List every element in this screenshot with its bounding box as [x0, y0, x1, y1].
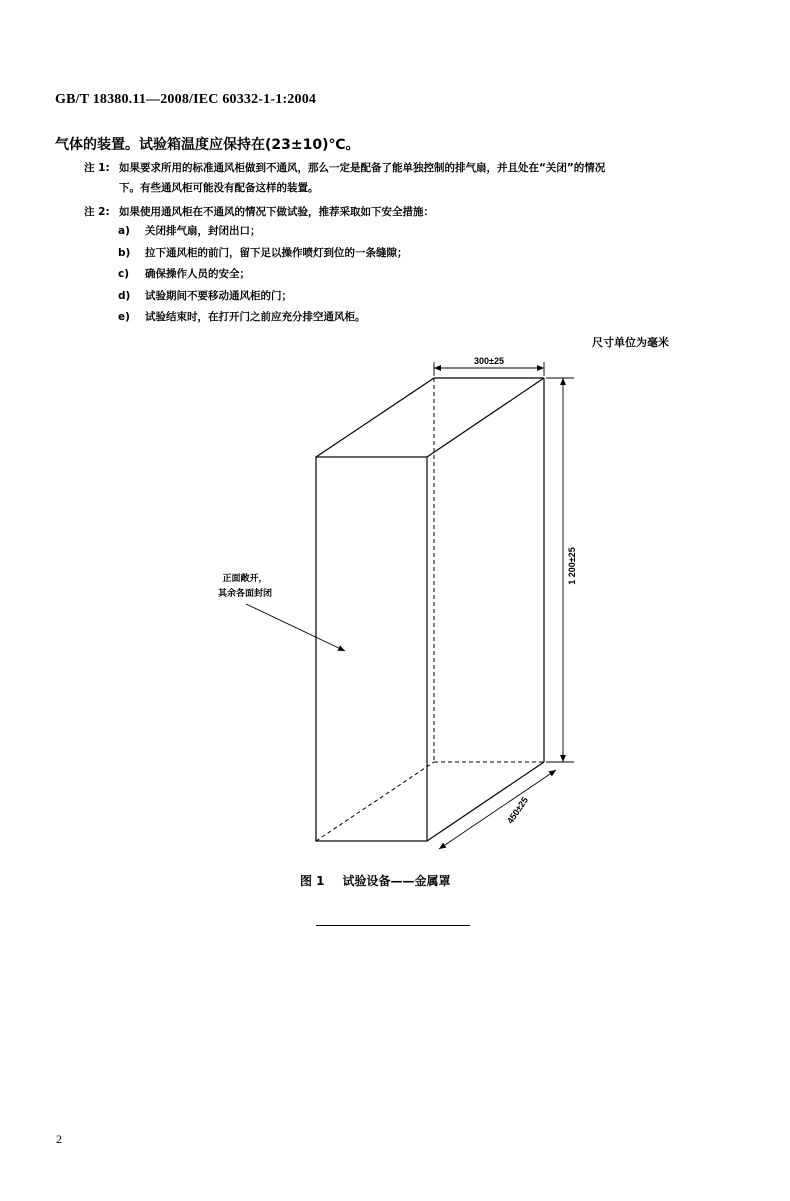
- enclosure-top-left-edge: [316, 378, 434, 457]
- dim-depth-line: [439, 770, 556, 849]
- list-item-text: 关闭排气扇，封闭出口；: [145, 225, 261, 237]
- note-1-line-2: 下。有些通风柜可能没有配备这样的装置。: [119, 182, 319, 194]
- list-item-text: 确保操作人员的安全；: [145, 268, 250, 280]
- units-note: 尺寸单位为毫米: [592, 336, 669, 349]
- lead-paragraph: 气体的装置。试验箱温度应保持在(23±10)℃。: [55, 137, 360, 153]
- figure-title: 试验设备——金属罩: [342, 874, 451, 888]
- list-item-label: e): [118, 311, 130, 323]
- page-number: 2: [56, 1132, 62, 1146]
- list-item-label: b): [118, 247, 131, 259]
- document-header: GB/T 18380.11—2008/IEC 60332-1-1:2004: [55, 92, 317, 107]
- figure-caption: [300, 872, 451, 889]
- list-item-label: d): [118, 290, 131, 302]
- callout-line-1: 正面敞开，: [222, 574, 268, 584]
- list-item-label: a): [118, 225, 130, 237]
- callout-line-2: 其余各面封闭: [217, 589, 273, 599]
- list-item-text: 拉下通风柜的前门，留下足以操作喷灯到位的一条缝隙；: [145, 247, 408, 259]
- end-rule: [316, 925, 470, 926]
- figure-number: 图 1: [300, 874, 325, 888]
- enclosure-front-face: [316, 457, 427, 841]
- callout-arrow: [246, 604, 345, 651]
- enclosure-top-right-edge: [427, 378, 544, 457]
- note-2-tag: 注 2:: [84, 206, 110, 218]
- dim-width-label: 300±25: [474, 356, 504, 366]
- note-1-tag: 注 1:: [84, 162, 110, 174]
- note-2-line-1: 如果使用通风柜在不通风的情况下做试验，推荐采取如下安全措施：: [119, 206, 434, 218]
- list-item-text: 试验结束时，在打开门之前应充分排空通风柜。: [145, 311, 366, 323]
- dim-depth-label: 450±25: [504, 795, 531, 826]
- note-1-line-1: 如果要求所用的标准通风柜做到不通风，那么一定是配备了能单独控制的排气扇，并且处在“关闭”的情况: [119, 162, 606, 174]
- hidden-bottom-left-edge: [316, 762, 434, 841]
- dim-height-label: 1 200±25: [567, 547, 577, 585]
- list-item-text: 试验期间不要移动通风柜的门；: [145, 290, 292, 302]
- list-item-label: c): [118, 268, 130, 280]
